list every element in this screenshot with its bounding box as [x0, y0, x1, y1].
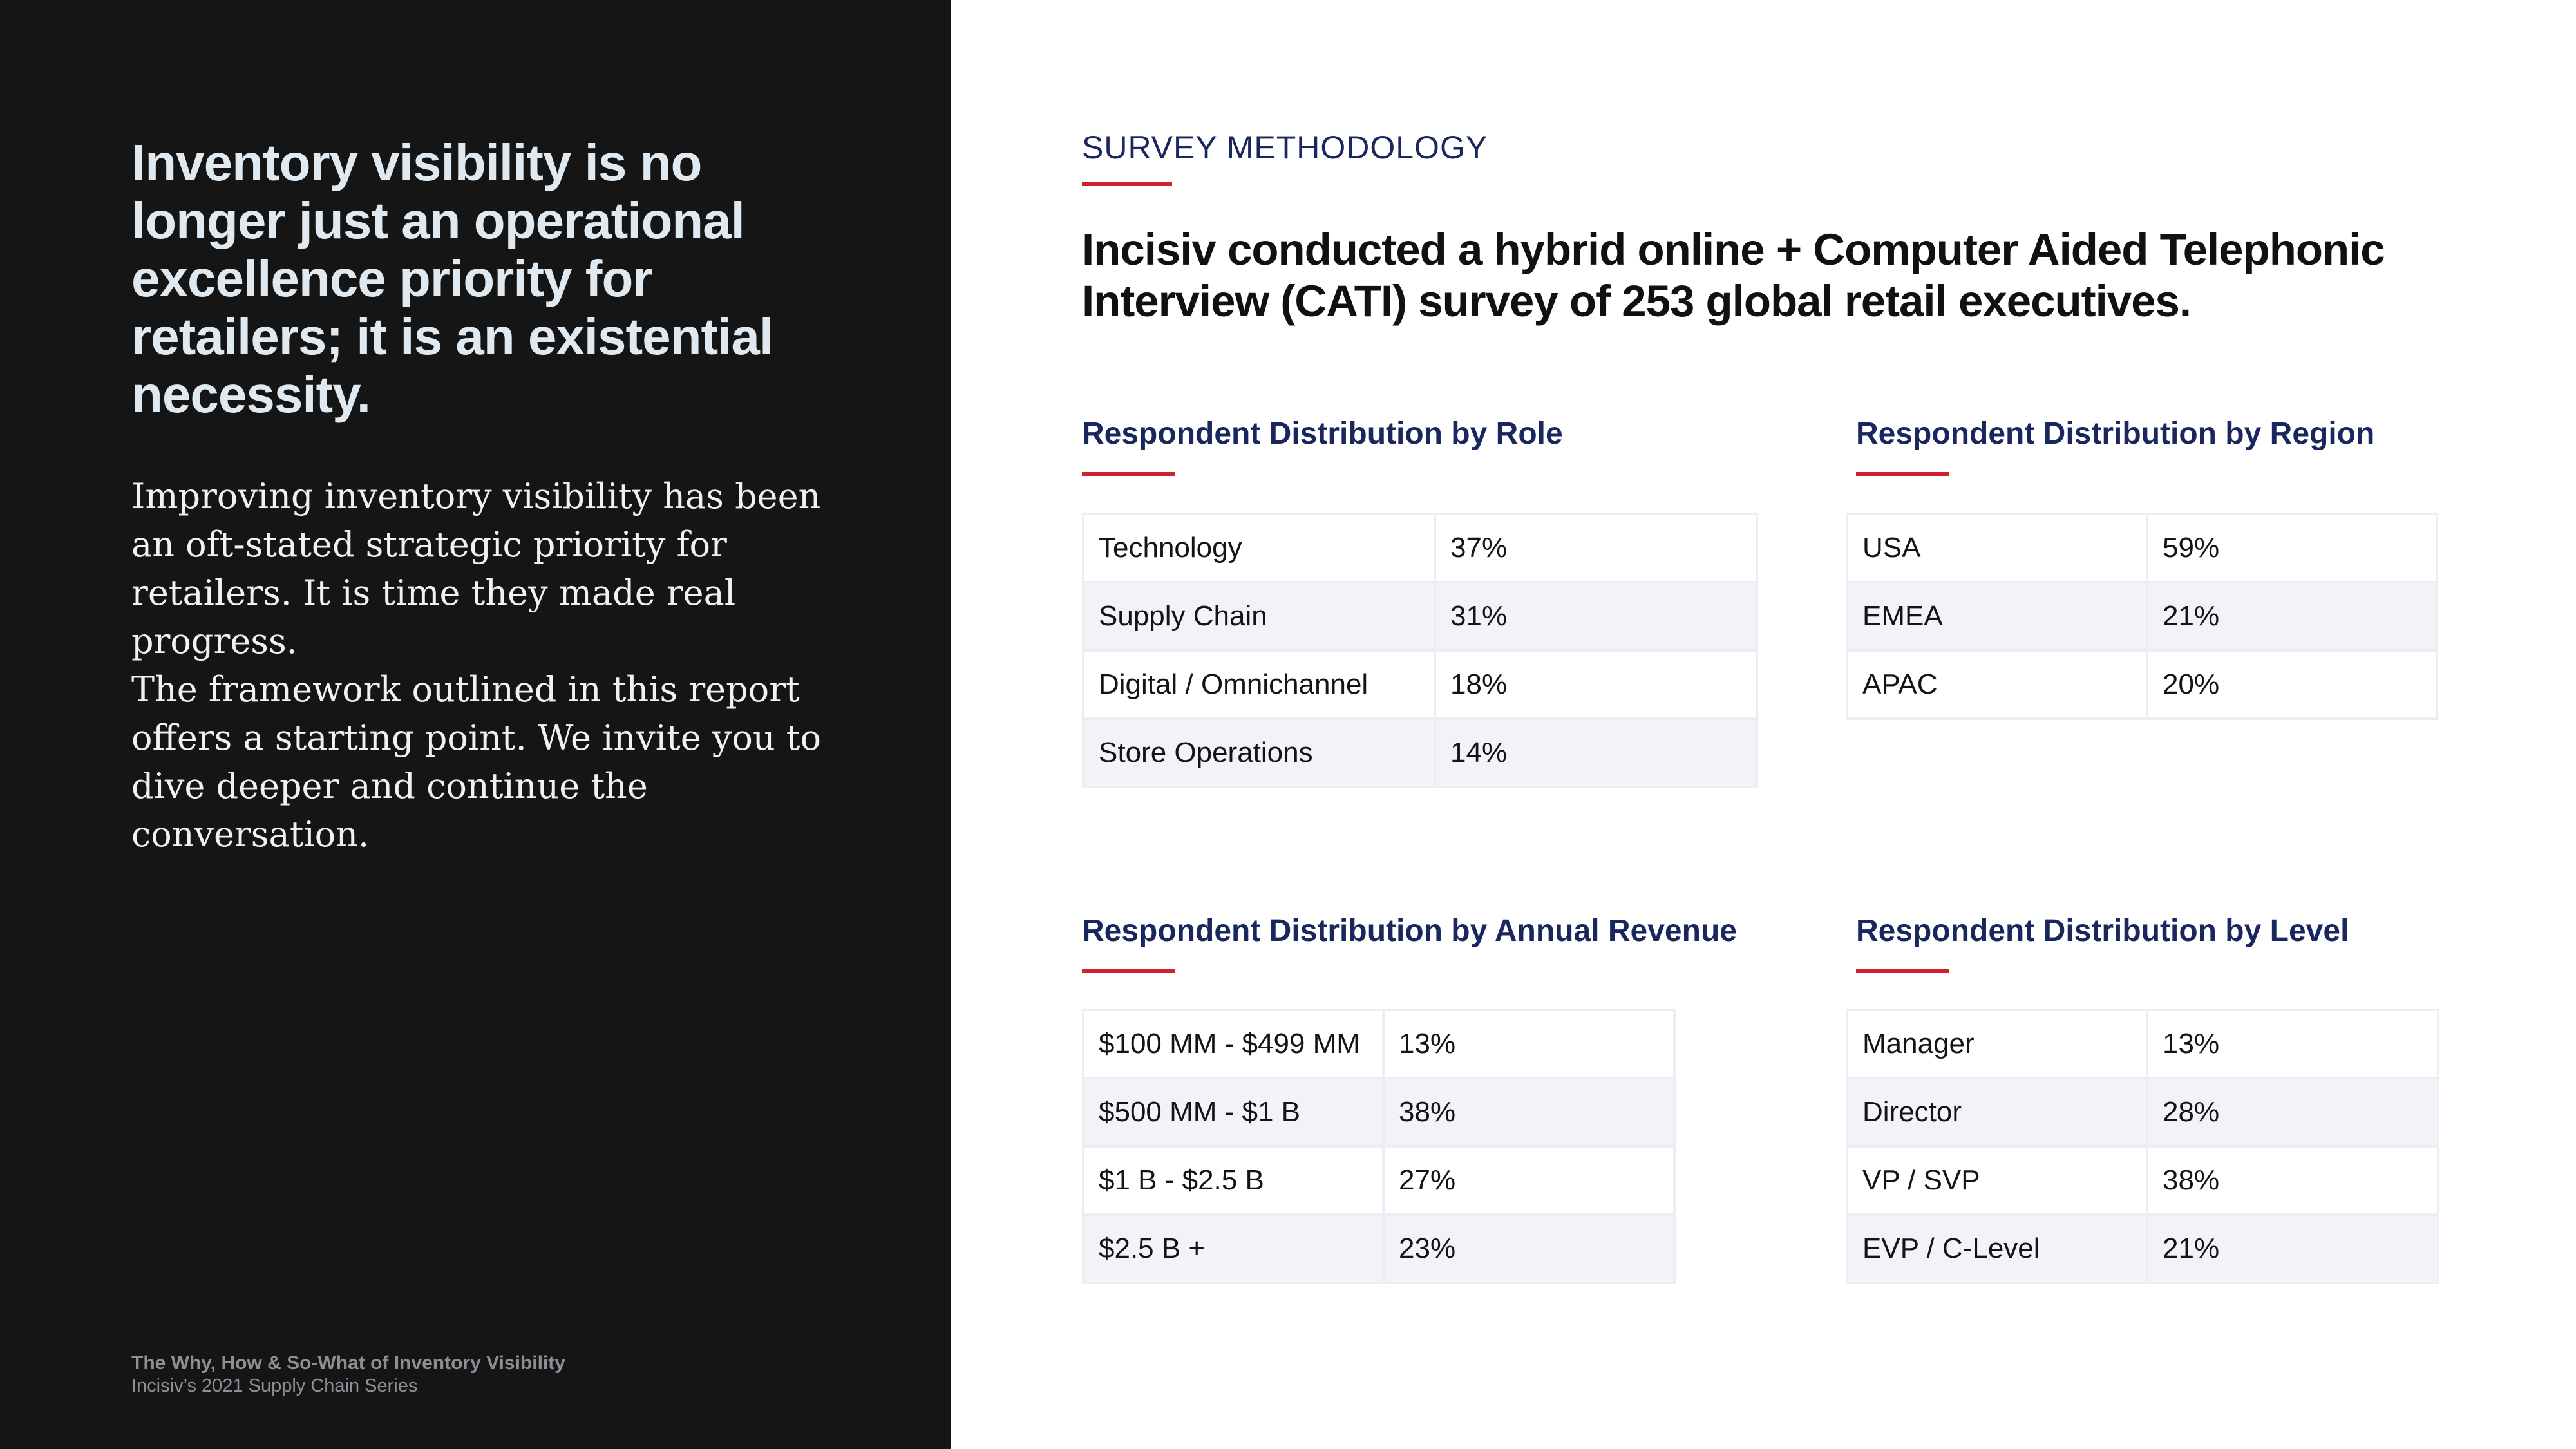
revenue-accent-rule — [1082, 969, 1175, 973]
level-label: VP / SVP — [1847, 1146, 2147, 1215]
level-distribution-table — [1846, 1009, 2439, 1284]
footer-subtitle: Incisiv’s 2021 Supply Chain Series — [131, 1376, 418, 1396]
revenue-range-label: $1 B - $2.5 B — [1083, 1146, 1383, 1215]
table-row — [1083, 1078, 1674, 1146]
revenue-percentage: 38% — [1383, 1078, 1674, 1146]
table-row — [1083, 582, 1757, 650]
table-row — [1847, 1010, 2438, 1078]
level-label: EVP / C-Level — [1847, 1215, 2147, 1283]
role-label: Technology — [1083, 514, 1435, 582]
sidebar-paragraph-one: Improving inventory visibility has been an oft-stated strategic priority for retailers. It is time they made real progress. — [131, 476, 821, 661]
region-label: USA — [1847, 514, 2147, 582]
table-row — [1083, 514, 1757, 582]
level-percentage: 38% — [2147, 1146, 2438, 1215]
role-percentage: 18% — [1435, 650, 1757, 719]
role-accent-rule — [1082, 472, 1175, 476]
region-distribution-title: Respondent Distribution by Region — [1856, 417, 2375, 451]
region-label: EMEA — [1847, 582, 2147, 650]
region-percentage: 21% — [2147, 582, 2437, 650]
level-label: Manager — [1847, 1010, 2147, 1078]
table-row — [1847, 514, 2437, 582]
role-label: Store Operations — [1083, 719, 1435, 787]
table-row — [1083, 1146, 1674, 1215]
sidebar-headline: Inventory visibility is no longer just an operational excellence priority for retailers; it is an existential necessity. — [131, 134, 773, 423]
table-row — [1083, 650, 1757, 719]
table-row — [1083, 1010, 1674, 1078]
table-row — [1847, 1078, 2438, 1146]
revenue-range-label: $500 MM - $1 B — [1083, 1078, 1383, 1146]
revenue-percentage: 13% — [1383, 1010, 1674, 1078]
table-row — [1083, 1215, 1674, 1283]
revenue-distribution-title: Respondent Distribution by Annual Revenue — [1082, 914, 1737, 948]
role-percentage: 37% — [1435, 514, 1757, 582]
revenue-distribution-table — [1082, 1009, 1676, 1284]
revenue-percentage: 23% — [1383, 1215, 1674, 1283]
revenue-range-label: $2.5 B + — [1083, 1215, 1383, 1283]
level-percentage: 28% — [2147, 1078, 2438, 1146]
methodology-headline: Incisiv conducted a hybrid online + Computer Aided Telephonic Interview (CATI) survey of 253 global retail executives. — [1082, 225, 2385, 326]
role-label: Supply Chain — [1083, 582, 1435, 650]
level-distribution-title: Respondent Distribution by Level — [1856, 914, 2349, 948]
role-percentage: 31% — [1435, 582, 1757, 650]
footer-title: The Why, How & So-What of Inventory Visibility — [131, 1352, 565, 1374]
role-label: Digital / Omnichannel — [1083, 650, 1435, 719]
section-eyebrow: SURVEY METHODOLOGY — [1082, 129, 1488, 166]
region-percentage: 59% — [2147, 514, 2437, 582]
table-row — [1083, 719, 1757, 787]
region-percentage: 20% — [2147, 650, 2437, 719]
sidebar-paragraph-two: The framework outlined in this report offers a starting point. We invite you to dive deeper and continue the conversation. — [131, 669, 821, 855]
table-row — [1847, 1146, 2438, 1215]
level-accent-rule — [1856, 969, 1949, 973]
role-percentage: 14% — [1435, 719, 1757, 787]
region-distribution-table — [1846, 513, 2438, 720]
table-row — [1847, 1215, 2438, 1283]
level-percentage: 13% — [2147, 1010, 2438, 1078]
region-accent-rule — [1856, 472, 1949, 476]
table-row — [1847, 582, 2437, 650]
revenue-percentage: 27% — [1383, 1146, 1674, 1215]
eyebrow-accent-rule — [1082, 182, 1172, 186]
table-row — [1847, 650, 2437, 719]
left-panel — [0, 0, 951, 1449]
level-percentage: 21% — [2147, 1215, 2438, 1283]
level-label: Director — [1847, 1078, 2147, 1146]
role-distribution-table — [1082, 513, 1758, 788]
role-distribution-title: Respondent Distribution by Role — [1082, 417, 1563, 451]
region-label: APAC — [1847, 650, 2147, 719]
revenue-range-label: $100 MM - $499 MM — [1083, 1010, 1383, 1078]
